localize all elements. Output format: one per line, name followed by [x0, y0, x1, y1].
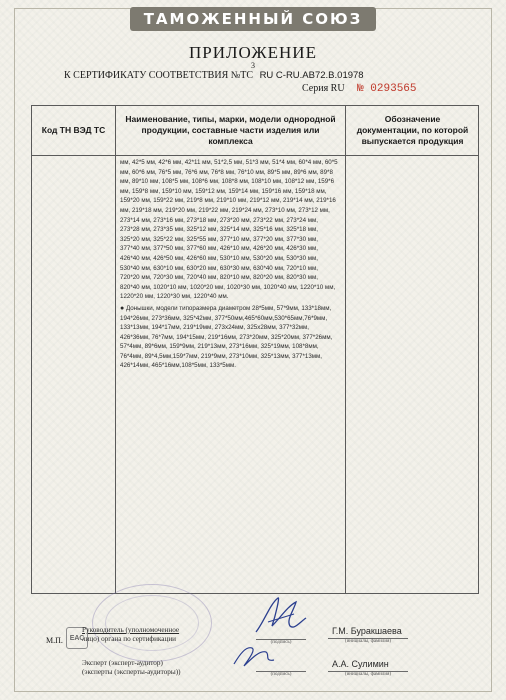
- eac-emblem-icon: ЕАС: [66, 627, 88, 649]
- round-seal-stamp: [92, 584, 212, 662]
- head-name: Г.М. Буракшаева: [332, 626, 402, 636]
- appendix-title: ПРИЛОЖЕНИЕ: [189, 43, 317, 62]
- head-signature-caption: (подпись): [270, 640, 292, 645]
- serial-number: 0293565: [370, 83, 417, 95]
- expert-role-line2: (эксперты (эксперты-аудиторы)): [82, 668, 181, 676]
- page-number: 3: [251, 61, 255, 70]
- head-signature-image: [250, 592, 310, 640]
- header-code-column: Код ТН ВЭД ТС: [41, 125, 106, 135]
- head-role-line1: Руководитель (уполномоченное: [82, 626, 180, 634]
- head-role-line2: лицо) органа по сертификации: [82, 635, 177, 643]
- bullet-icon: ●: [120, 304, 125, 312]
- table-column-divider: [115, 106, 116, 593]
- expert-signature-caption: (подпись): [270, 672, 292, 677]
- certificate-prefix: К СЕРТИФИКАТУ СООТВЕТСТВИЯ №ТС: [64, 70, 254, 81]
- series-label: Серия RU: [302, 83, 345, 94]
- header-name-column: Наименование, типы, марки, модели однородной продукции, составные части изделия или комплекса: [125, 114, 336, 146]
- product-description: [120, 158, 338, 371]
- seal-place-label: М.П.: [46, 636, 63, 645]
- table-header-divider: [32, 155, 478, 156]
- header-docs-column: Обозначение документации, по которой выпускается продукция: [356, 114, 469, 146]
- serial-prefix: №: [357, 83, 364, 95]
- expert-name-caption: (инициалы, фамилия): [344, 672, 392, 677]
- certificate-number: RU C-RU.AB72.B.01978: [259, 70, 364, 81]
- certificate-reference: [64, 70, 464, 81]
- customs-union-banner: [130, 7, 376, 31]
- product-table: [31, 105, 479, 594]
- bottoms-paragraph: [120, 304, 338, 371]
- pipe-sizes-text: мм, 42*5 мм, 42*6 мм, 42*11 мм, 51*2,5 мм, 51*3 мм, 51*4 мм, 60*4 мм, 60*5 мм, 60*6 мм, 76*5 мм, 76*6 мм, 76*8 мм, 76*10 мм, 89*5 мм, 89*6 мм, 89*8 мм, 89*10 мм, 108*5 мм, 108*6 мм, 108*8 мм, 108*10 мм, 108*12 мм, 159*6 мм, 159*8 мм, 159*10 мм, 159*12 мм, 159*14 мм, 159*16 мм, 159*18 мм, 159*20 мм, 159*22 мм, 219*8 мм, 219*10 мм, 219*12 мм, 219*14 мм, 219*16 мм, 219*18 мм, 219*20 мм, 219*22 мм, 219*24 мм, 273*10 мм, 273*12 мм, 273*14 мм, 273*16 мм, 273*18 мм, 273*20 мм, 273*22 мм, 273*24 мм, 273*28 мм, 273*35 мм, 325*12 мм, 325*14 мм, 325*16 мм, 325*18 мм, 325*20 мм, 325*22 мм, 325*55 мм, 377*10 мм, 377*20 мм, 377*30 мм, 377*40 мм, 377*50 мм, 377*60 мм, 426*10 мм, 426*20 мм, 426*30 мм, 426*40 мм, 426*50 мм, 426*60 мм, 530*10 мм, 530*20 мм, 530*30 мм, 530*40 мм, 630*10 мм, 630*20 мм, 630*30 мм, 630*40 мм, 720*10 мм, 720*20 мм, 720*30 мм, 720*40 мм, 820*10 мм, 820*20 мм, 820*30 мм, 820*40 мм, 1020*10 мм, 1020*20 мм, 1020*30 мм, 1020*40 мм, 1220*10 мм, 1220*20 мм, 1220*30 мм, 1220*40 мм.: [120, 159, 338, 301]
- series-line: [302, 83, 417, 95]
- bottoms-text: Донышки, модели типоразмера диаметром 28*5мм, 57*9мм, 133*18мм, 194*26мм, 273*36мм, 325*42мм, 377*50мм,465*60мм,530*65мм,76*9мм, 133*13мм, 194*17мм, 219*19мм, 273x24мм, 325x28мм, 377*32мм, 426*36мм, 76*7мм, 194*15мм, 219*16мм, 273*20мм, 325*20мм, 377*26мм, 57*4мм, 89*6мм, 159*9мм, 219*13мм, 273*16мм, 325*19мм, 108*8мм, 76*4мм, 89*4,5мм,159*7мм, 219*9мм, 273*10мм, 325*13мм, 377*13мм, 426*14мм, 465*16мм,108*5мм, 133*5мм.: [120, 304, 333, 370]
- table-column-divider: [345, 106, 346, 593]
- customs-union-title: ТАМОЖЕННЫЙ СОЮЗ: [143, 10, 363, 28]
- expert-name: А.А. Сулимин: [332, 659, 389, 669]
- serial-number-block: [357, 83, 416, 95]
- head-name-caption: (инициалы, фамилия): [344, 639, 392, 644]
- expert-role-line1: Эксперт (эксперт-аудитор): [82, 659, 163, 667]
